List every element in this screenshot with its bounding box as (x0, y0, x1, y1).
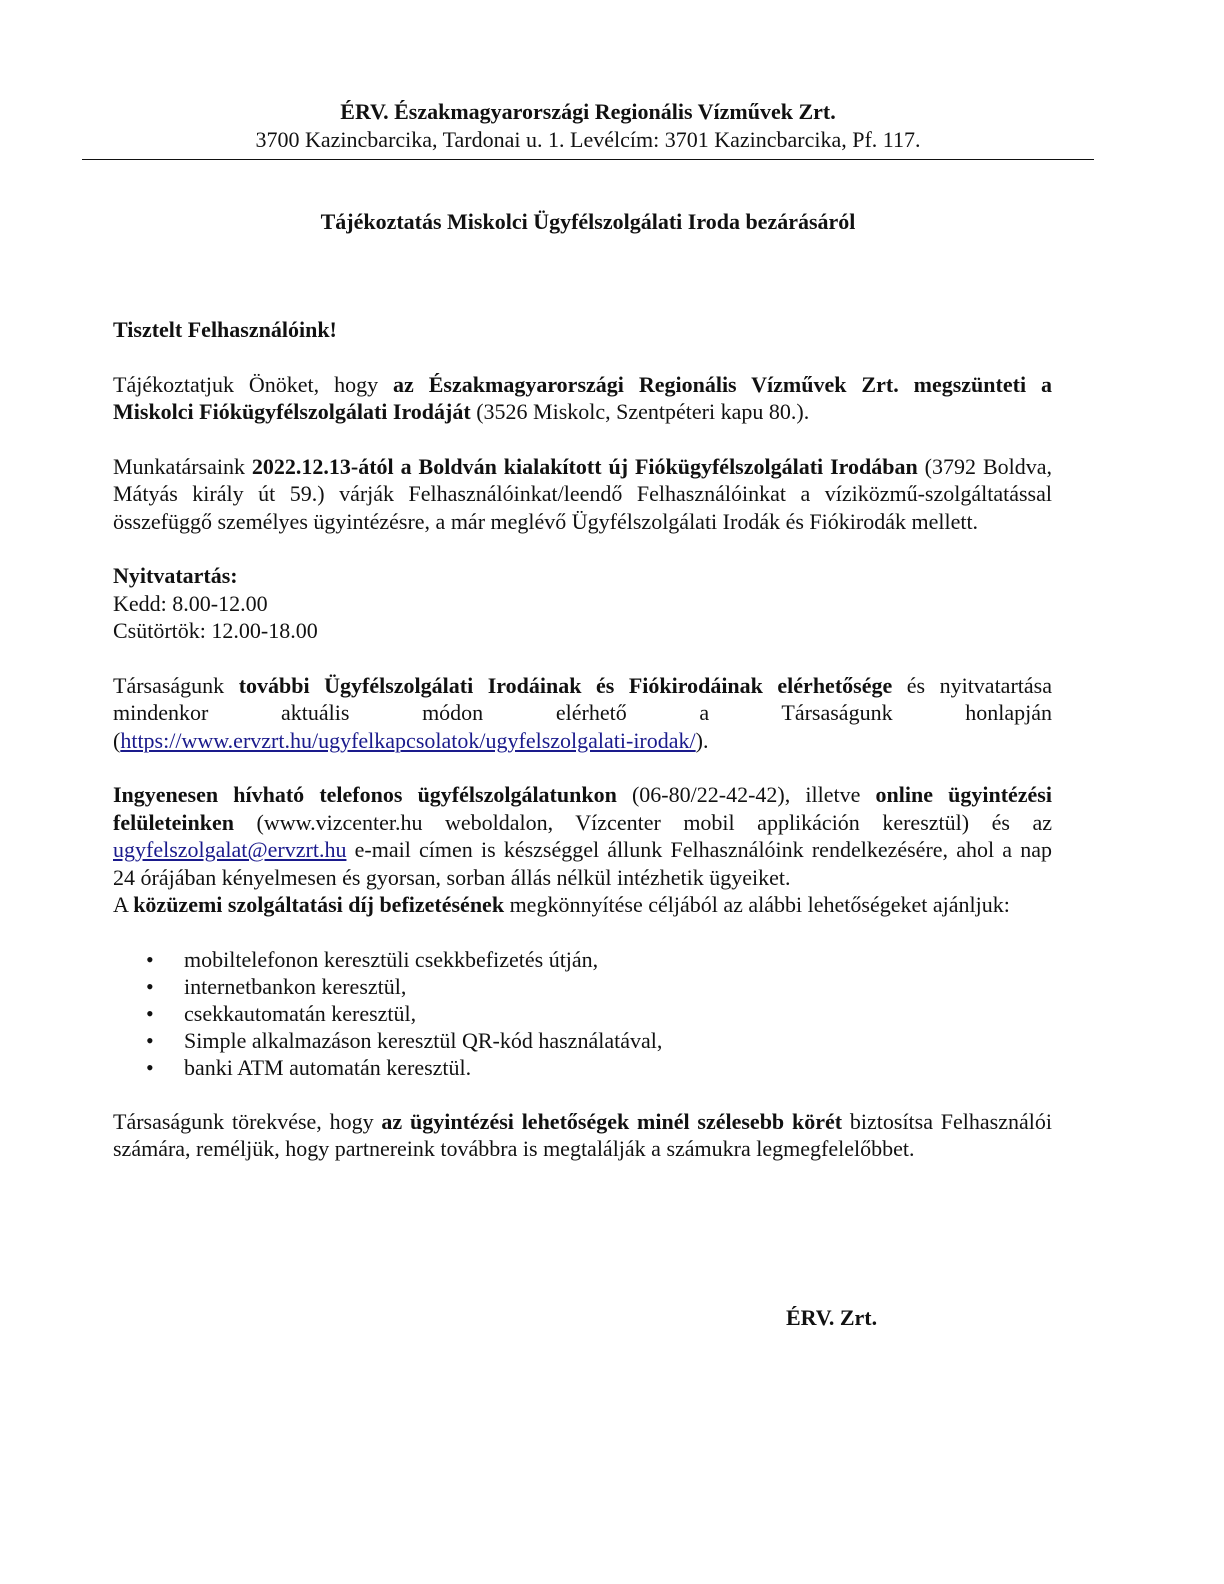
paragraph-closing (113, 1108, 1052, 1163)
paragraph-other-offices (113, 672, 1052, 755)
offices-link[interactable]: https://www.ervzrt.hu/ugyfelkapcsolatok/ugyfelszolgalati-irodak/ (120, 727, 696, 753)
opening-hours (113, 562, 1052, 645)
payment-options-list (113, 946, 1052, 1081)
bold-text: további Ügyfélszolgálati Irodáinak és Fiókirodáinak elérhetősége (238, 672, 893, 698)
opening-hours-title: Nyitvatartás: (113, 563, 238, 588)
list-item: • Simple alkalmazáson keresztül QR-kód használatával, (146, 1027, 663, 1053)
bullet-icon: • (146, 1000, 154, 1026)
text: (06-80/22-42-42), illetve (616, 782, 876, 807)
bullet-icon: • (146, 973, 154, 999)
company-address: 3700 Kazincbarcika, Tardonai u. 1. Levélcím: 3701 Kazincbarcika, Pf. 117. (255, 127, 921, 152)
text: (3792 Boldva, Mátyás király út 59.) várják Felhasználóinkat/leendő Felhasználóinkat a víziközmű-szolgáltatással összefüggő személyes ügyintézésre, a már meglévő Ügyfélszolgálati Irodák és Fiókirodák mellett. (113, 453, 1052, 534)
bold-text: az Északmagyarországi Regionális Vízművek Zrt. megszünteti a Miskolci Fiókügyfélszolgálati Irodáját (113, 371, 1052, 424)
opening-hours-line: Csütörtök: 12.00-18.00 (113, 618, 318, 643)
text: Társaságunk törekvése, hogy (113, 1108, 382, 1134)
list-item: • internetbankon keresztül, (146, 973, 407, 999)
list-item: • csekkautomatán keresztül, (146, 1000, 417, 1026)
list-item: • mobiltelefonon keresztüli csekkbefizetés útján, (146, 946, 599, 972)
text: megkönnyítése céljából az alábbi lehetőségeket ajánljuk: (504, 892, 1010, 917)
paragraph-contact (113, 781, 1052, 891)
text: ( (113, 727, 121, 753)
text: és nyitvatartása mindenkor aktuális módon elérhető a Társaságunk honlapján (113, 672, 1052, 725)
paragraph-closure-notice (113, 371, 1052, 426)
opening-hours-line: Kedd: 8.00-12.00 (113, 590, 268, 616)
bold-text: online ügyintézési felületeinken (113, 782, 1052, 835)
bold-text: 2022.12.13-ától a Boldván kialakított új Fiókügyfélszolgálati Irodában (251, 453, 918, 479)
bullet-icon: • (146, 946, 154, 972)
letterhead-divider (82, 159, 1094, 160)
bullet-icon: • (146, 1027, 154, 1053)
document-body (113, 316, 1052, 1163)
paragraph-new-office (113, 453, 1052, 536)
email-link[interactable]: ugyfelszolgalat@ervzrt.hu (113, 837, 347, 862)
bullet-icon: • (146, 1054, 154, 1080)
document-title: Tájékoztatás Miskolci Ügyfélszolgálati Iroda bezárásáról (320, 209, 856, 234)
letterhead (82, 98, 1094, 154)
signature: ÉRV. Zrt. (786, 1305, 878, 1330)
text: Munkatársaink (113, 453, 252, 479)
text: ). (695, 727, 709, 753)
list-item: • banki ATM automatán keresztül. (146, 1054, 472, 1080)
salutation: Tisztelt Felhasználóink! (113, 317, 337, 342)
text: (3526 Miskolc, Szentpéteri kapu 80.). (470, 399, 810, 424)
text: Társaságunk (113, 672, 239, 698)
text: A (113, 892, 134, 917)
text: e-mail címen is készséggel állunk Felhasználóink rendelkezésére, ahol a nap 24 órájában kényelmesen és gyorsan, sorban állás nélkül intézhetik ügyeiket. (113, 837, 1052, 890)
text: biztosítsa Felhasználói számára, reméljük, hogy partnereink továbbra is megtalálják a számukra legmegfelelőbbet. (113, 1108, 1053, 1161)
text: Tájékoztatjuk Önöket, hogy (113, 371, 394, 397)
text: (www.vizcenter.hu weboldalon, Vízcenter mobil applikáción keresztül) és az (234, 809, 1052, 835)
bold-text: az ügyintézési lehetőségek minél szélesebb körét (381, 1108, 843, 1134)
bold-text: közüzemi szolgáltatási díj befizetésének (133, 892, 505, 917)
company-name: ÉRV. Északmagyarországi Regionális Vízművek Zrt. (340, 99, 836, 124)
bold-text: Ingyenesen hívható telefonos ügyfélszolgálatunkon (113, 782, 617, 807)
paragraph-payment (113, 891, 1052, 919)
